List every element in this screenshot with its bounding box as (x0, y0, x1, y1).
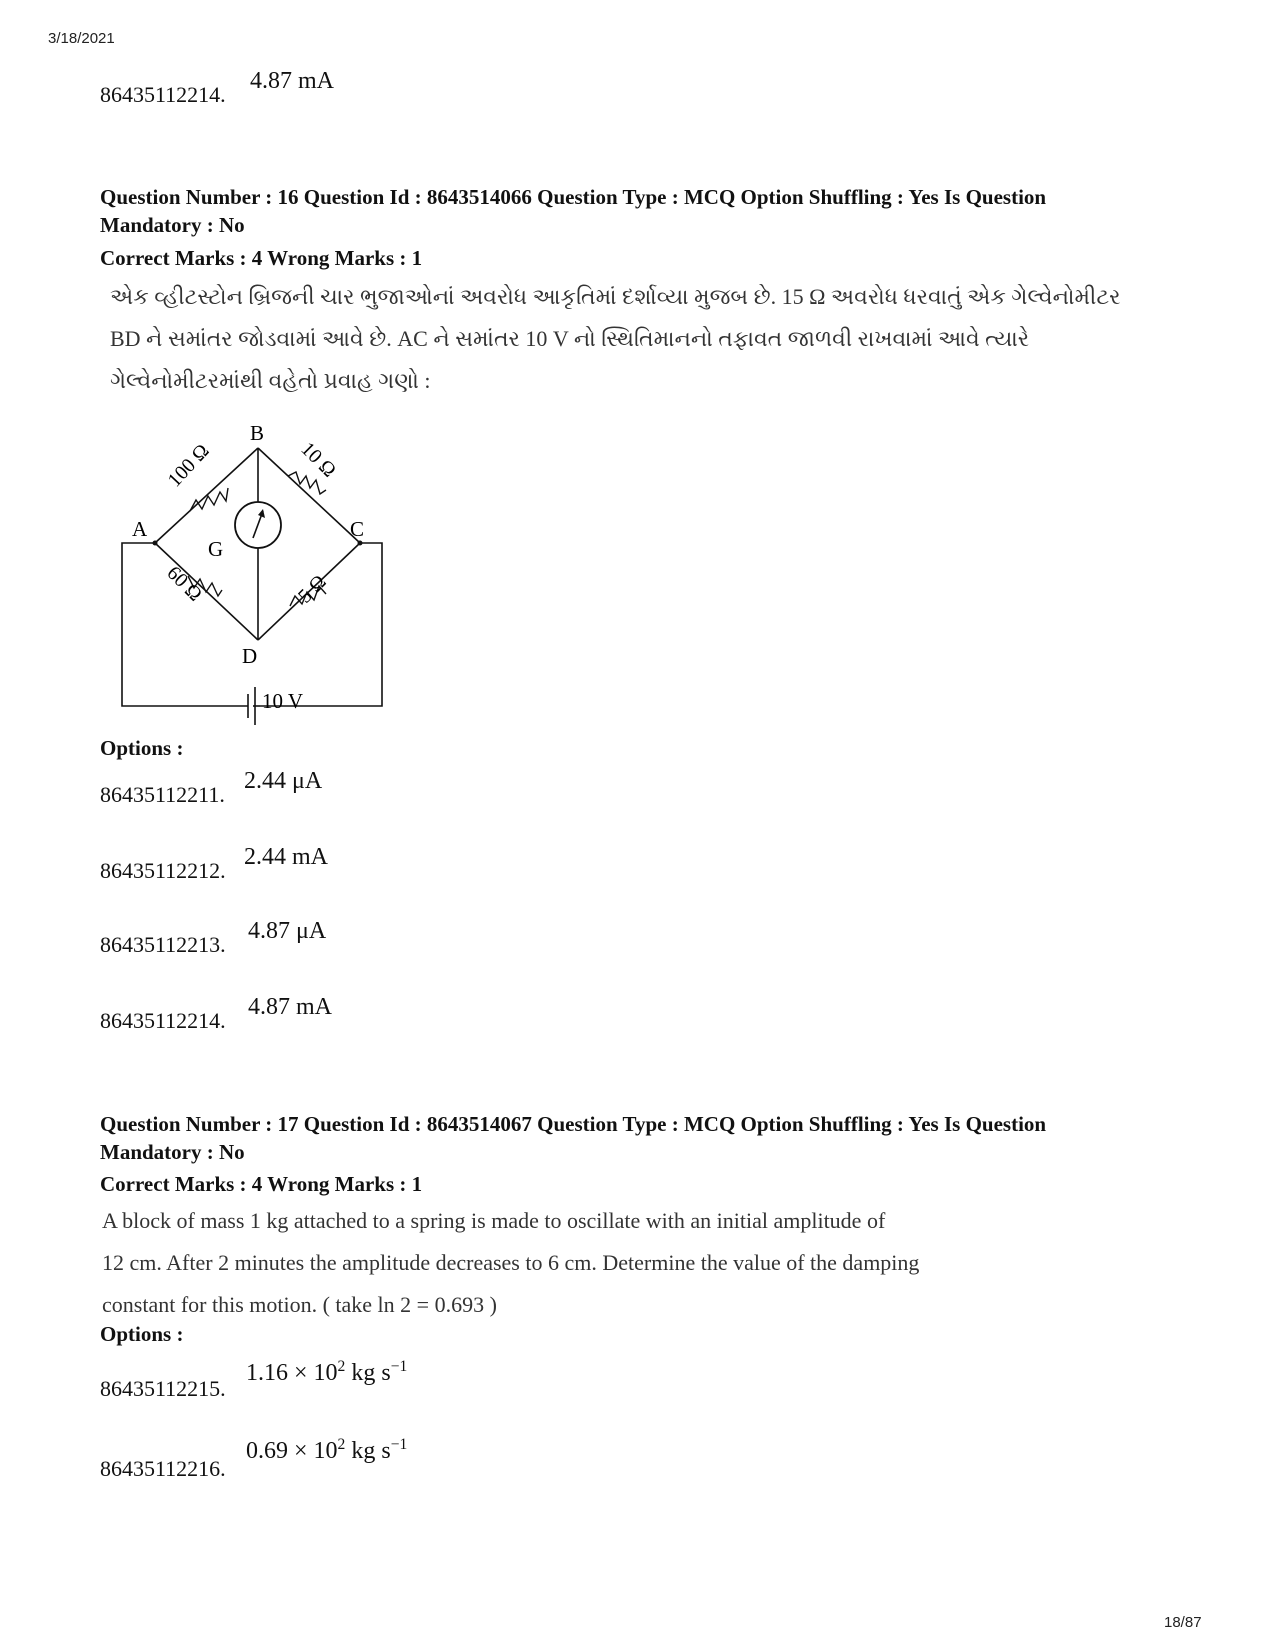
option-value: 2.44 mA (244, 844, 328, 870)
option-unit: kg s (345, 1438, 391, 1464)
option-unit: kg s (345, 1360, 391, 1386)
question-text-line1: A block of mass 1 kg attached to a spring is made to oscillate with an initial amplitude of (102, 1208, 886, 1233)
galvanometer-label: G (208, 537, 224, 561)
option-value (246, 1436, 407, 1465)
options-label: Options : (100, 1322, 184, 1346)
option-exponent: 2 (337, 1436, 346, 1453)
option-value: 2.44 μA (244, 768, 323, 794)
question-header (100, 183, 1220, 239)
outer-wire-right (260, 543, 382, 706)
option-unit-exponent: −1 (390, 1436, 408, 1453)
question-text-line2: BD ને સમાંતર જોડવામાં આવે છે. AC ને સમાંતર 10 V નો સ્થિતિમાનનો તફાવત જાળવી રાખવામાં આવે ત્યારે (110, 326, 1030, 351)
option-id: 86435112216. (100, 1456, 226, 1481)
print-date: 3/18/2021 (48, 30, 115, 47)
option-mantissa: 0.69 × 10 (246, 1438, 338, 1464)
node-label-c: C (350, 517, 365, 541)
question-text (102, 1200, 1202, 1326)
wheatstone-bridge-figure (110, 408, 410, 753)
battery-label: 10 V (262, 689, 304, 713)
question-text-line3: constant for this motion. ( take ln 2 = 0.693 ) (102, 1292, 497, 1317)
question-text-line1: એક વ્હીટસ્ટોન બ્રિજની ચાર ભુજાઓનાં અવરોધ આકૃતિમાં દર્શાવ્યા મુજબ છે. 15 Ω અવરોધ ધરવાતું એક ગેલ્વેનોમીટર (110, 284, 1121, 309)
question-text-line2: 12 cm. After 2 minutes the amplitude decreases to 6 cm. Determine the value of the damping (102, 1250, 920, 1275)
page-number: 18/87 (1164, 1614, 1202, 1631)
option-id: 86435112213. (100, 932, 226, 957)
option-id: 86435112211. (100, 782, 225, 807)
marks-line: Correct Marks : 4 Wrong Marks : 1 (100, 1172, 423, 1196)
node-label-b: B (250, 421, 265, 445)
resistor-dc-label: 5 Ω (293, 570, 331, 608)
option-value: 4.87 μA (248, 918, 327, 944)
question-header (100, 1110, 1220, 1166)
resistor-ad-label: 60 Ω (162, 561, 207, 606)
option-value: 4.87 mA (250, 68, 334, 94)
option-id: 86435112214. (100, 1008, 226, 1033)
option-exponent: 2 (337, 1358, 346, 1375)
question-header-line2: Mandatory : No (100, 1140, 245, 1164)
option-mantissa: 1.16 × 10 (246, 1360, 338, 1386)
question-header-line2: Mandatory : No (100, 213, 245, 237)
question-header-line1: Question Number : 17 Question Id : 8643514067 Question Type : MCQ Option Shuffling : Yes Is Question (100, 1112, 1047, 1136)
resistor-ab-icon (190, 488, 228, 511)
option-id: 86435112214. (100, 82, 226, 107)
option-unit-exponent: −1 (390, 1358, 408, 1375)
options-label: Options : (100, 736, 184, 760)
marks-line: Correct Marks : 4 Wrong Marks : 1 (100, 246, 423, 270)
resistor-bc-label: 10 Ω (296, 437, 341, 482)
option-value: 4.87 mA (248, 994, 332, 1020)
option-id: 86435112215. (100, 1376, 226, 1401)
question-text (110, 276, 1210, 402)
outer-wire-left (122, 543, 248, 706)
question-header-line1: Question Number : 16 Question Id : 8643514066 Question Type : MCQ Option Shuffling : Yes Is Question (100, 185, 1047, 209)
question-text-line3: ગેલ્વેનોમીટરમાંથી વહેતો પ્રવાહ ગણો : (110, 368, 431, 393)
option-value (246, 1358, 407, 1387)
option-id: 86435112212. (100, 858, 226, 883)
node-label-d: D (242, 644, 258, 668)
resistor-ab-label: 100 Ω (163, 439, 214, 492)
node-label-a: A (132, 517, 148, 541)
